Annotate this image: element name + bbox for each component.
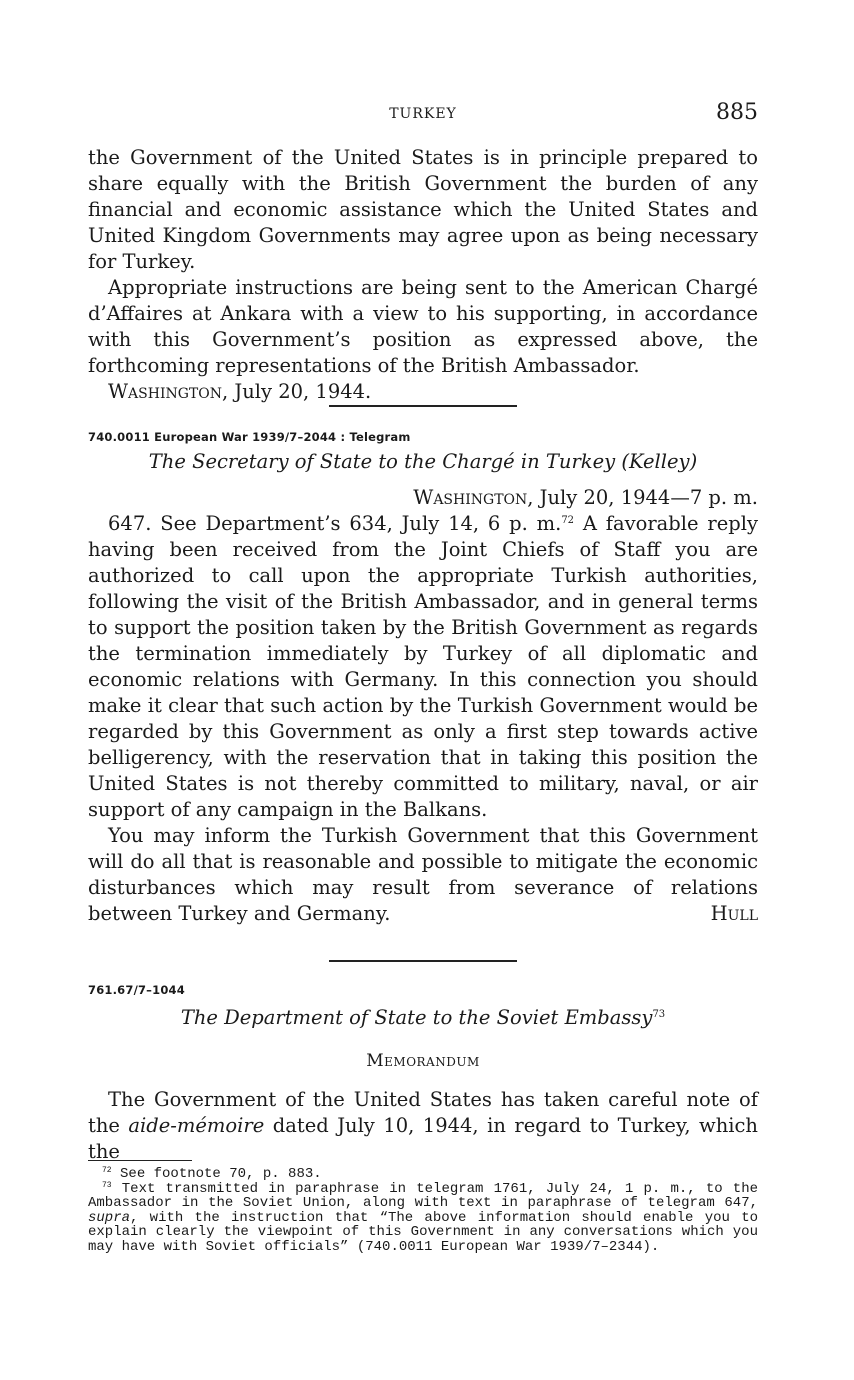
footnote-text: See footnote 70, p. 883. (120, 1166, 322, 1182)
dateline-date: , July 20, 1944. (221, 380, 372, 403)
file-number: 761.67/7–1044 (88, 983, 185, 997)
divider (88, 405, 758, 407)
footnote-ref: 72 (561, 515, 575, 526)
signature: Hull (710, 902, 758, 925)
italic-term: aide-mémoire (128, 1114, 265, 1137)
title-name: Kelley (628, 450, 690, 473)
document-title (88, 1005, 758, 1031)
paragraph-text: The Government of the United States has taken careful note of the (88, 1088, 758, 1137)
footnote-ref: 73 (652, 1009, 666, 1020)
file-number: 740.0011 European War 1939/7–2044 : Telegram (88, 430, 411, 444)
running-title: TURKEY (389, 106, 457, 122)
paragraph-text: 647. See Department’s 634, July 14, 6 p. m. (108, 512, 562, 535)
footnote-italic: supra (88, 1209, 131, 1226)
page-number: 885 (716, 100, 758, 125)
footnotes (88, 1160, 758, 1254)
paragraph (88, 511, 758, 823)
dateline-place: Washington (108, 380, 222, 403)
footnote-mark: 73 (102, 1180, 112, 1190)
footnote-text: Text transmitted in paraphrase in telegram 1761, July 24, 1 p. m., to the Ambassador in the Soviet Union, along with text in paraphrase of telegram 647, (88, 1180, 758, 1211)
paragraph: the Government of the United States is in principle prepared to share equally with the British Government the burden of any financial and economic assistance which the United States and United Kingdom Governments may agree upon as being necessary for Turkey. (88, 146, 758, 273)
memo-heading: Memorandum (366, 1051, 480, 1071)
title-close: ) (689, 450, 698, 473)
dateline-date: , July 20, 1944—7 p. m. (527, 486, 758, 509)
paragraph (88, 1087, 758, 1165)
dateline (88, 485, 758, 511)
section-continued-letter (88, 145, 758, 405)
paragraph-text: You may inform the Turkish Government that this Government will do all that is reasonable and possible to mitigate the economic disturbances which may result from severance of relations between Turkey and Germany. (88, 824, 758, 925)
divider (88, 960, 758, 962)
title-text: The Secretary of State to the Chargé in Turkey ( (148, 450, 629, 473)
paragraph-text: dated July 10, 1944, in regard to Turkey, which the (88, 1114, 758, 1163)
footnote-mark: 72 (102, 1166, 112, 1175)
section-telegram (88, 430, 758, 927)
paragraph-text: A favorable reply having been received from the Joint Chiefs of Staff you are authorized to call upon the appropriate Turkish authorities, following the visit of the British Ambassador, and in general terms to support the position taken by the British Government as regards the termination immediately by Turkey of all diplomatic and economic relations with Germany. In this connection you should make it clear that such action by the Turkish Government would be regarded by this Government as only a first step towards active belligerency, with the reservation that in taking this position the United States is not thereby committed to military, naval, or air support of any campaign in the Balkans. (88, 512, 758, 821)
section-memorandum (88, 983, 758, 1165)
title-text: The Department of State to the Soviet Embassy (180, 1006, 653, 1029)
footnote-text: , with the instruction that “The above information should enable you to explain clearly the viewpoint of this Government in any conversations which you may have with Soviet officials” (740.0011 European War 1939/7–2344). (88, 1209, 758, 1255)
footnote-rule (88, 1160, 192, 1161)
footnote (88, 1167, 758, 1182)
document-title (88, 449, 758, 475)
paragraph: Appropriate instructions are being sent to the American Chargé d’Affaires at Ankara with a view to his supporting, in accordance with this Government’s position as expressed above, the forthcoming representations of the British Ambassador. (88, 276, 758, 377)
dateline-place: Washington (413, 486, 528, 509)
running-header (88, 100, 758, 130)
footnote (88, 1182, 758, 1255)
dateline (88, 379, 758, 405)
paragraph (88, 823, 758, 927)
